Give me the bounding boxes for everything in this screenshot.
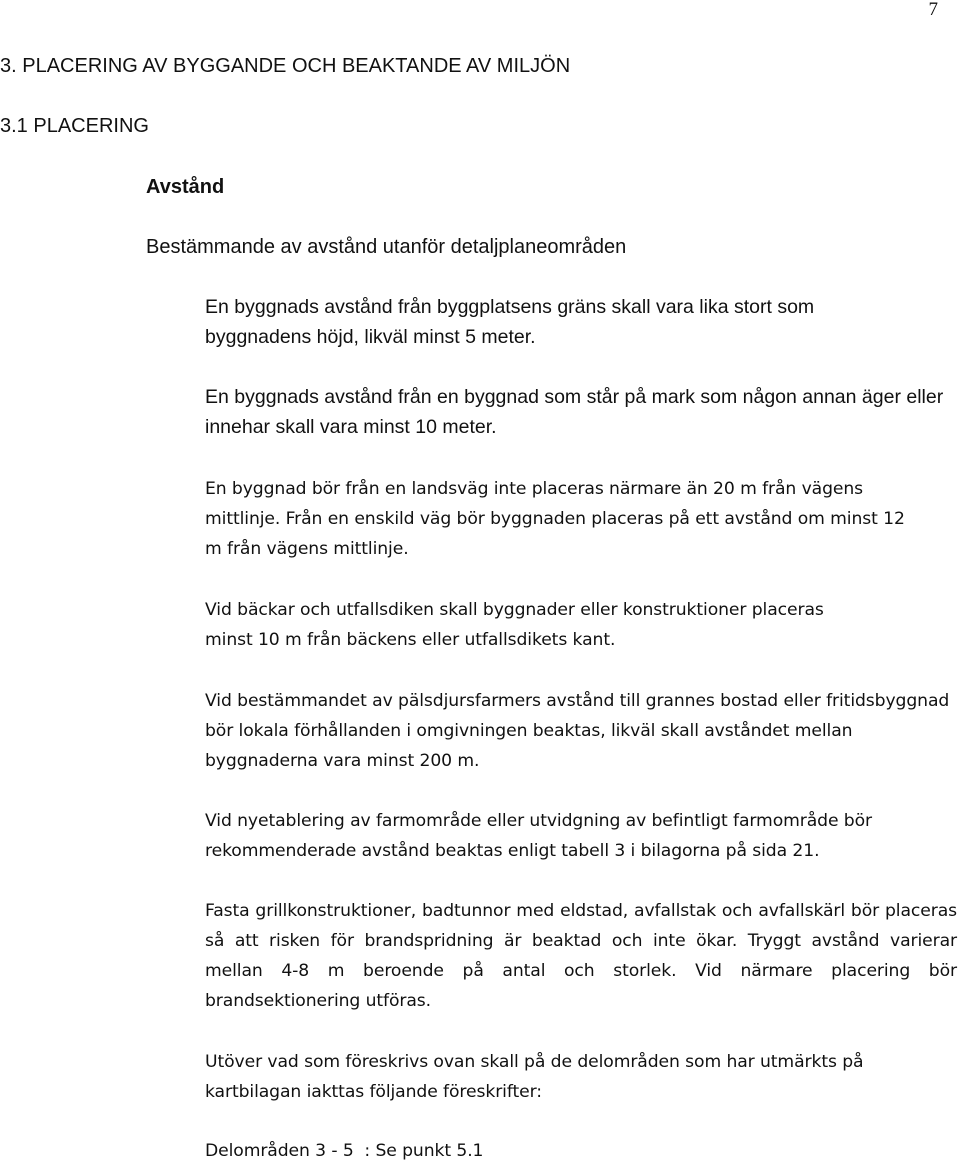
intro-line: Bestämmande av avstånd utanför detaljplaneområden xyxy=(146,236,627,258)
paragraph-fur-farm-distance: Vid bestämmandet av pälsdjursfarmers avstånd till grannes bostad eller fritidsbyggnad bör lokala förhållanden i omgivningen beaktas, likväl skall avståndet mellan byggnaderna vara minst 200 m. xyxy=(205,691,950,771)
paragraph-subareas-reference: Delområden 3 - 5 : Se punkt 5.1 xyxy=(205,1141,484,1161)
paragraph-farm-establishment: Vid nyetablering av farmområde eller utvidgning av befintligt farmområde bör rekommenderade avstånd beaktas enligt tabell 3 i bilagorna på sida 21. xyxy=(205,811,872,861)
subsection-heading: Avstånd xyxy=(146,176,225,198)
paragraph-boundary-distance: En byggnads avstånd från byggplatsens gräns skall vara lika stort som byggnadens höjd, likväl minst 5 meter. xyxy=(205,296,815,348)
paragraph-subareas-intro: Utöver vad som föreskrivs ovan skall på de delområden som har utmärkts på kartbilagan iakttas följande föreskrifter: xyxy=(205,1052,864,1102)
page-number: 7 xyxy=(928,0,938,20)
paragraph-neighbour-distance: En byggnads avstånd från en byggnad som står på mark som någon annan äger eller innehar skall vara minst 10 meter. xyxy=(205,386,944,438)
paragraph-stream-distance: Vid bäckar och utfallsdiken skall byggnader eller konstruktioner placeras minst 10 m från bäckens eller utfallsdikets kant. xyxy=(205,600,824,650)
paragraph-road-distance: En byggnad bör från en landsväg inte placeras närmare än 20 m från vägens mittlinje. Från en enskild väg bör byggnaden placeras på ett avstånd om minst 12 m från vägens mittlinje. xyxy=(205,479,905,559)
chapter-heading: 3. PLACERING AV BYGGANDE OCH BEAKTANDE AV MILJÖN xyxy=(0,55,571,77)
paragraph-grill-structures: Fasta grillkonstruktioner, badtunnor med eldstad, avfallstak och avfallskärl bör placeras så att risken för brandspridning är beaktad och inte ökar. Tryggt avstånd varierar mellan 4-8 m beroende på antal och storlek. Vid närmare placering bör brandsektionering utföras. xyxy=(205,901,957,1011)
section-heading: 3.1 PLACERING xyxy=(0,115,149,137)
